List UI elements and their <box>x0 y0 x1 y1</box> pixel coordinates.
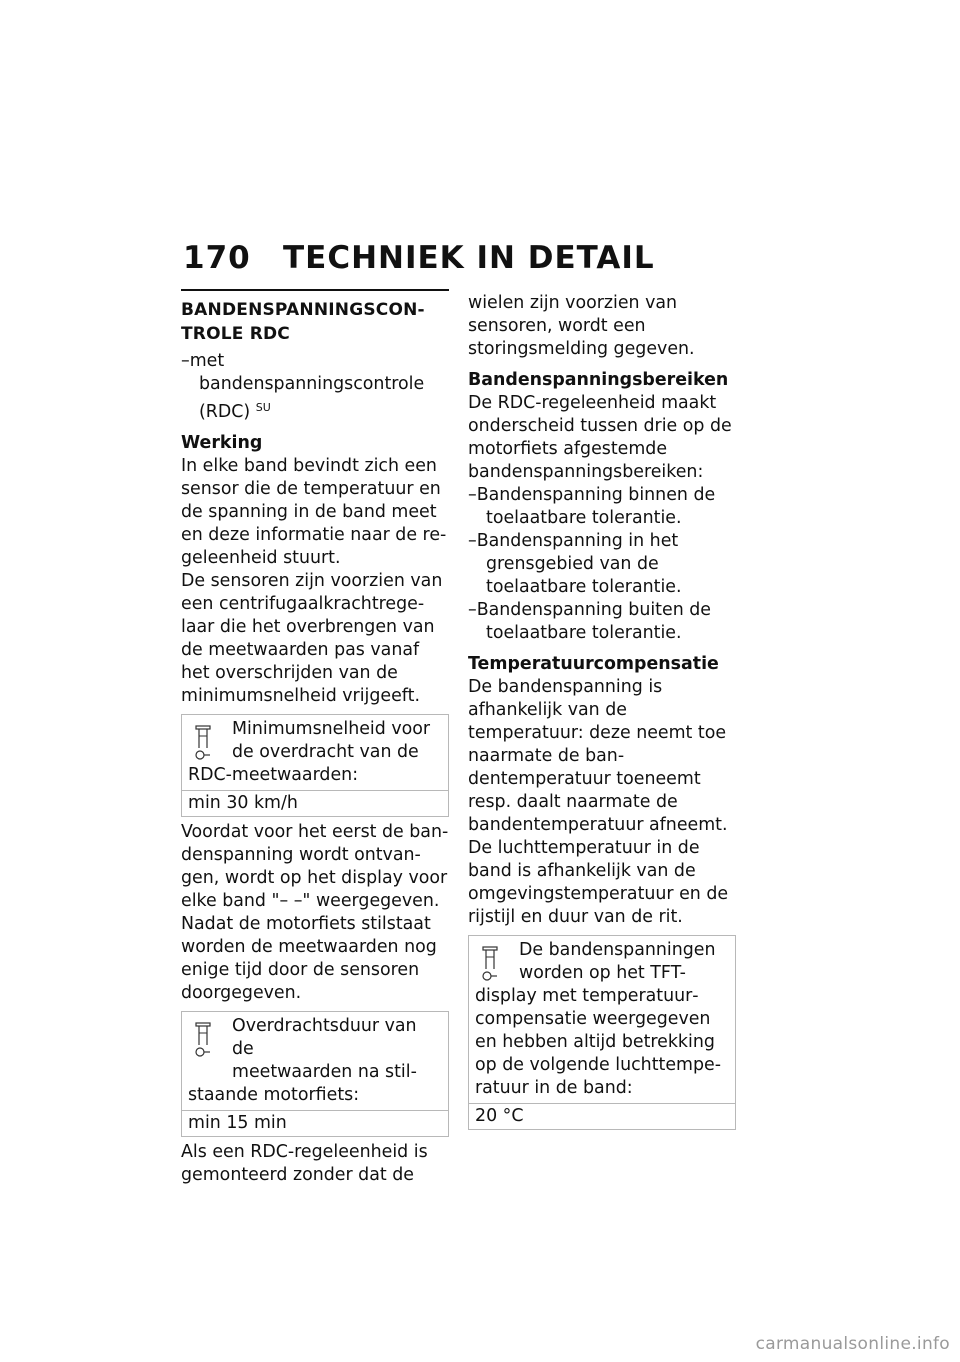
list-item: –Bandenspanning buiten de toelaatbare tolerantie. <box>468 600 711 643</box>
bereiken-paragraph: De RDC-regeleenheid maakt onderscheid tussen drie op de motorfiets afgestemde bandenspanningsbereiken: <box>468 393 732 482</box>
spec-label-line-2: de overdracht van de <box>232 742 419 762</box>
temp-heading: Temperatuurcompensatie <box>468 654 719 674</box>
werking-paragraph-1: In elke band bevindt zich een sensor die de temperatuur en de spanning in de band meet en deze informatie naar de regeleenheid stuurt. <box>181 456 447 568</box>
spec-value: min 30 km/h <box>182 790 448 816</box>
spec-box-header <box>469 936 735 1103</box>
werking-paragraph-2: De sensoren zijn voorzien van een centrifugaalkrachtregelaar die het overbrengen van de meetwaarden pas vanaf het overschrijden van de minimumsnelheid vrijgeeft. <box>181 571 443 706</box>
spec-label-line-1: Overdrachtsduur van de <box>232 1016 417 1059</box>
right-column <box>468 292 736 1134</box>
spec-box-header <box>182 715 448 790</box>
list-item: –Bandenspanning in het grensgebied van de toelaatbare tolerantie. <box>468 531 682 597</box>
spec-label-line-2: worden op het TFT- <box>519 963 686 983</box>
left-column <box>181 289 449 1187</box>
spec-label-line-2: meetwaarden na stil- <box>232 1062 417 1082</box>
spec-value: min 15 min <box>182 1110 448 1136</box>
wrench-gauge-icon <box>194 724 212 764</box>
list-item: –Bandenspanning binnen de toelaatbare tolerantie. <box>468 485 716 528</box>
temp-paragraph: De bandenspanning is afhankelijk van de temperatuur: deze neemt toe naarmate de bandentemperatuur toeneemt resp. daalt naarmate de bandentemperatuur afneemt. De luchttemperatuur in de band is afhankelijk van de omgevingstemperatuur en de rijstijl en duur van de rit. <box>468 677 729 927</box>
chapter-title: TECHNIEK IN DETAIL <box>283 240 655 276</box>
spec-label-line-1: De bandenspanningen <box>519 940 716 960</box>
spec-box-header <box>182 1012 448 1110</box>
section-title-line-1: BANDENSPANNINGSCON- <box>181 300 425 320</box>
section-title-line-2: TROLE RDC <box>181 324 290 344</box>
option-text: –met bandenspanningscontrole (RDC) <box>181 351 425 422</box>
footer-watermark[interactable]: carmanualsonline.info <box>755 1334 950 1354</box>
werking-heading: Werking <box>181 433 263 453</box>
spec-label-rest: display met temperatuurcompensatie weergegeven en hebben altijd betrekking op de volgende luchttemperatuur in de band: <box>475 986 721 1098</box>
page-number: 170 <box>183 240 251 276</box>
section-divider <box>181 289 449 291</box>
spec-box-transfer-duration <box>181 1011 449 1137</box>
spec-value: 20 °C <box>469 1103 735 1129</box>
option-superscript: SU <box>255 401 271 414</box>
wrench-gauge-icon <box>481 945 499 985</box>
spec-label-line-1: Minimumsnelheid voor <box>232 719 431 739</box>
bereiken-heading: Bandenspanningsbereiken <box>468 370 729 390</box>
spec-label-line-3: RDC-meetwaarden: <box>188 765 359 785</box>
page-header <box>183 240 655 276</box>
option-note <box>181 350 449 424</box>
continued-paragraph: wielen zijn voorzien van sensoren, wordt een storingsmelding gegeven. <box>468 293 695 359</box>
section-title <box>181 298 449 346</box>
spec-label-line-3: staande motorfiets: <box>188 1085 360 1105</box>
spec-box-reference-temp <box>468 935 736 1130</box>
werking-paragraph-3: Voordat voor het eerst de bandenspanning wordt ontvangen, wordt op het display voor elke band "– –" weergegeven. Nadat de motorfiets stilstaat worden de meetwaarden nog enige tijd door de sensoren doorgegeven. <box>181 822 449 1003</box>
spec-box-min-speed <box>181 714 449 817</box>
wrench-gauge-icon <box>194 1021 212 1061</box>
werking-paragraph-4: Als een RDC-regeleenheid is gemonteerd zonder dat de <box>181 1142 428 1185</box>
